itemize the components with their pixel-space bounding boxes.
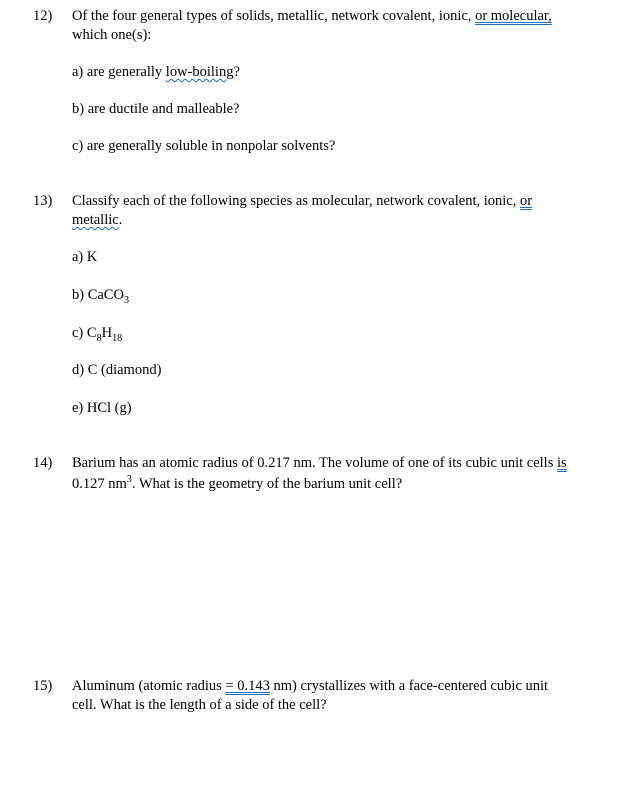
- question-text-line1: Classify each of the following species as molecular, network covalent, ionic, or: [72, 193, 533, 209]
- question-number: 14): [33, 455, 53, 471]
- question-number: 13): [33, 193, 53, 209]
- grammar-flag: is: [556, 455, 567, 471]
- sub-question-a: a) are generally low-boiling?: [72, 64, 240, 80]
- sub-question-e: e) HCl (g): [72, 400, 132, 416]
- question-text-line2: cell. What is the length of a side of the cell?: [72, 697, 327, 713]
- grammar-flag: or molecular,: [475, 8, 552, 24]
- question-text-line1: Of the four general types of solids, metallic, network covalent, ionic, or molecular,: [72, 8, 552, 24]
- question-number: 12): [33, 8, 53, 24]
- grammar-flag: = 0.143: [225, 678, 270, 694]
- sub-question-c: c) $C_8H_{18}$: [72, 325, 123, 344]
- question-text-line2: which one(s):: [72, 27, 152, 43]
- grammar-flag: or: [519, 193, 533, 209]
- question-text-line2: metallic.: [72, 212, 123, 228]
- sub-question-c: c) are generally soluble in nonpolar solvents?: [72, 138, 336, 154]
- sub-question-a: a) K: [72, 249, 98, 265]
- spelling-flag: metallic: [72, 212, 119, 228]
- sub-question-b: b) CaCO$_3$: [72, 287, 130, 306]
- question-text-line2: 0.127 $nm^3$. What is the geometry of the barium unit cell?: [72, 474, 403, 492]
- sub-question-d: d) C (diamond): [72, 362, 162, 378]
- question-text-line1: Aluminum (atomic radius = 0.143 nm) crystallizes with a face-centered cubic unit: [72, 678, 549, 694]
- spelling-flag: low-boiling: [165, 64, 234, 80]
- question-text-line1: Barium has an atomic radius of 0.217 nm. The volume of one of its cubic unit cells is: [72, 455, 567, 471]
- sub-question-b: b) are ductile and malleable?: [72, 101, 240, 117]
- question-number: 15): [33, 678, 53, 694]
